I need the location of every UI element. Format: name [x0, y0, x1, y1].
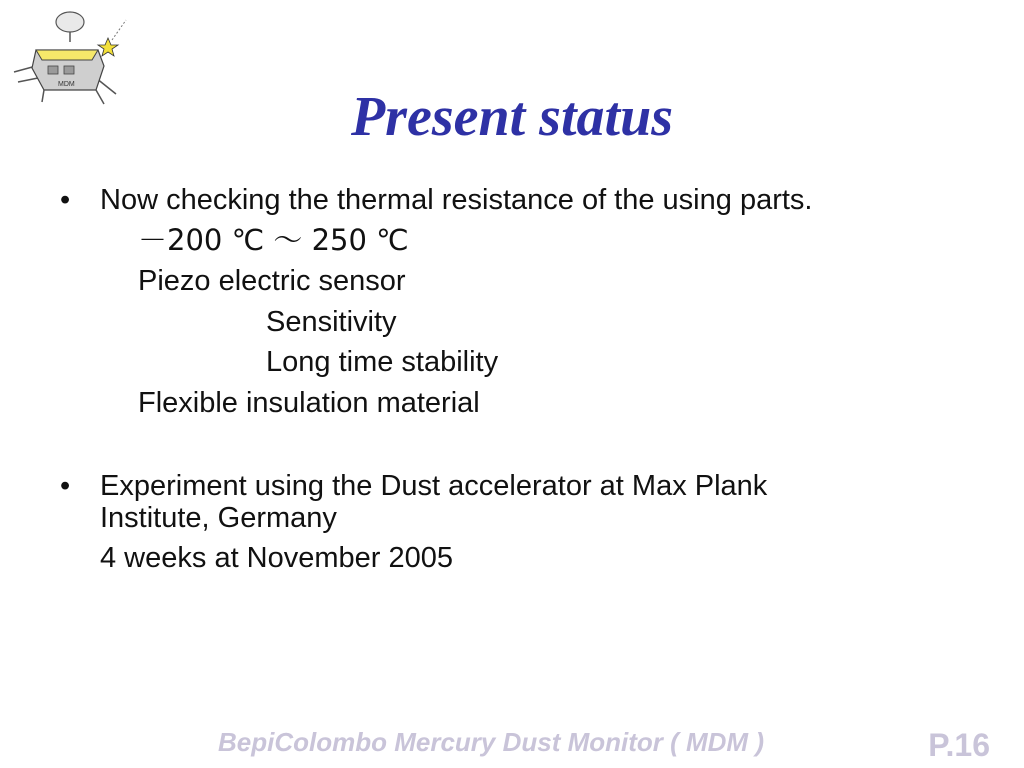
subitem-schedule: 4 weeks at November 2005 — [100, 542, 454, 574]
slide-title: Present status — [350, 86, 674, 148]
subitem-stability: Long time stability — [266, 346, 499, 378]
subitem-piezo: Piezo electric sensor — [138, 265, 406, 297]
page-number: P.16 — [928, 727, 990, 763]
bullet-marker: • — [60, 470, 71, 502]
bullet-marker: • — [60, 184, 71, 216]
subitem-insulation: Flexible insulation material — [138, 387, 480, 419]
temperature-range: －200 ℃ ～ 250 ℃ — [138, 223, 409, 257]
bullet-2-text-line1: Experiment using the Dust accelerator at Max Plank — [100, 470, 768, 502]
logo-label: MDM — [58, 81, 75, 88]
footer-caption: BepiColombo Mercury Dust Monitor ( MDM ) — [218, 727, 764, 757]
bullet-2-text-line2: Institute, Germany — [100, 502, 337, 534]
subitem-sensitivity: Sensitivity — [266, 306, 397, 338]
bullet-1-text: Now checking the thermal resistance of the using parts. — [100, 184, 813, 216]
